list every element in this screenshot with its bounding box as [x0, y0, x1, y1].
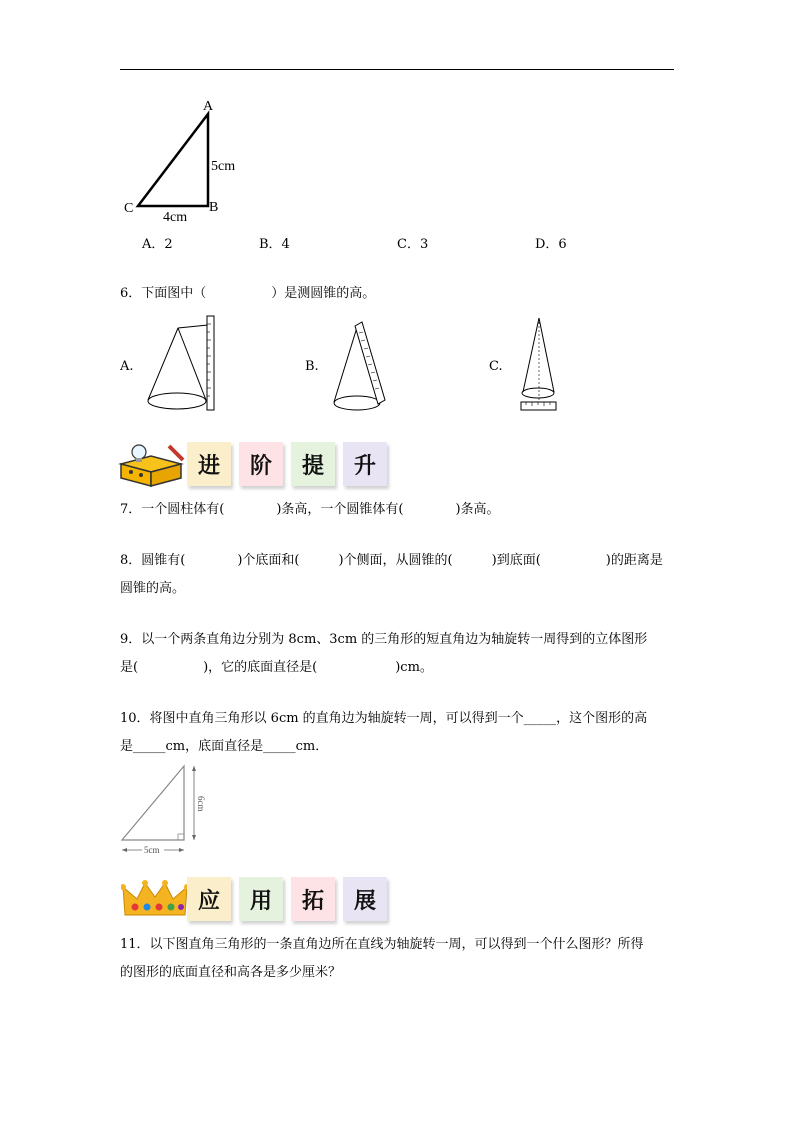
q8-question-line2: 圆锥的高。: [120, 581, 186, 596]
q11-question-line2: 的图形的底面直径和高各是多少厘米？: [120, 965, 342, 980]
banner-tile-1: 进: [187, 442, 231, 486]
q5-option-a: A．2: [142, 237, 173, 252]
q5-option-b: B．4: [259, 237, 290, 252]
q8-question-line1: 8．圆锥有( )个底面和( )个侧面，从圆锥的( )到底面( )的距离是: [120, 553, 663, 568]
q6-label-a: A.: [120, 359, 134, 374]
vertex-c-label: C: [124, 201, 134, 216]
q5-option-c: C．3: [397, 237, 429, 252]
banner-tile-2: 阶: [239, 442, 283, 486]
box-lightbulb-icon: [117, 442, 185, 488]
base-5cm-label: 5cm: [144, 845, 160, 855]
ruler-icon: [355, 322, 385, 404]
cone-a-figure: [144, 312, 224, 416]
banner-tile-2: 用: [239, 877, 283, 921]
banner-tile-4: 展: [343, 877, 387, 921]
q7-question: 7．一个圆柱体有( )条高，一个圆锥体有( )条高。: [120, 502, 500, 517]
section-banner-application: [121, 875, 397, 923]
banner-tile-1: 应: [187, 877, 231, 921]
side-cb-label: 4cm: [163, 210, 188, 225]
banner-tile-3: 提: [291, 442, 335, 486]
q5-option-d: D．6: [535, 237, 567, 252]
crown-icon: [121, 879, 189, 919]
section-banner-advanced: [117, 440, 397, 488]
header-rule: [120, 69, 674, 70]
q10-question-line1: 10．将图中直角三角形以 6cm 的直角边为轴旋转一周，可以得到一个_____，这个图形的高: [120, 711, 648, 726]
vertex-a-label: A: [203, 99, 214, 114]
height-6cm-label: 6cm: [196, 796, 206, 812]
q9-question-line1: 9．以一个两条直角边分别为 8cm、3cm 的三角形的短直角边为轴旋转一周得到的立体图形: [120, 632, 648, 647]
q5-triangle-figure: [118, 94, 258, 228]
cone-c-figure: [516, 314, 564, 414]
q10-triangle-figure: [116, 762, 208, 858]
q9-question-line2: 是( )，它的底面直径是( )cm。: [120, 660, 433, 675]
banner-tile-4: 升: [343, 442, 387, 486]
vertex-b-label: B: [209, 200, 219, 215]
right-triangle-shape: [138, 114, 208, 206]
side-ab-label: 5cm: [211, 159, 236, 174]
q6-label-c: C.: [489, 359, 503, 374]
q6-label-b: B.: [305, 359, 319, 374]
q10-question-line2: 是_____cm，底面直径是_____cm．: [120, 739, 329, 754]
q6-question: 6．下面图中（ ）是测圆锥的高。: [120, 286, 376, 301]
q11-question-line1: 11．以下图直角三角形的一条直角边所在直线为轴旋转一周，可以得到一个什么图形？所得: [120, 937, 644, 952]
banner-tile-3: 拓: [291, 877, 335, 921]
cone-b-figure: [330, 316, 394, 414]
